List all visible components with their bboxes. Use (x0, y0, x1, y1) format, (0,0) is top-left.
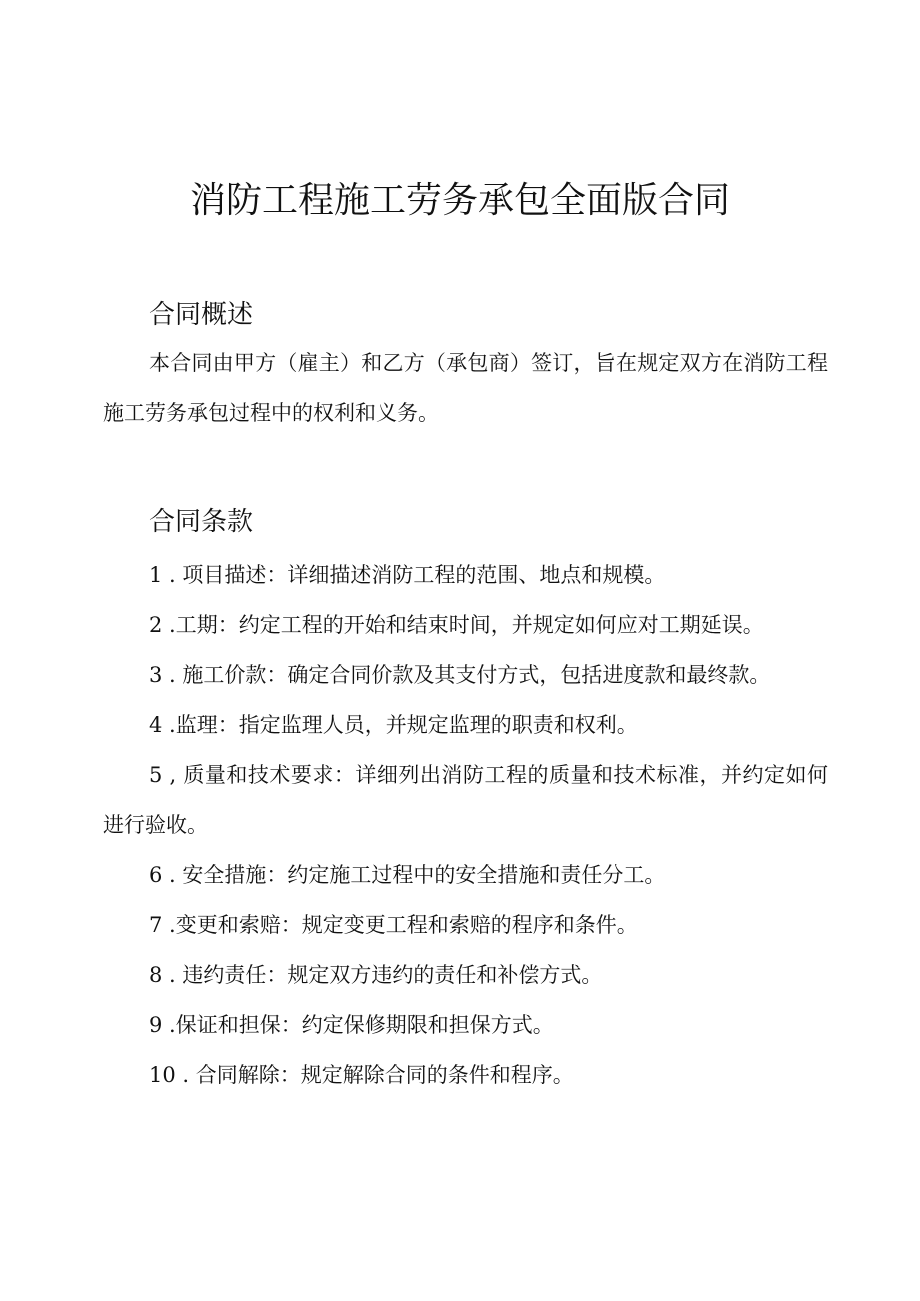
term-item-4: 4 .监理：指定监理人员，并规定监理的职责和权利。 (149, 713, 638, 737)
term-item-3: 3 . 施工价款：确定合同价款及其支付方式，包括进度款和最终款。 (149, 663, 771, 687)
term-item-9: 9 .保证和担保：约定保修期限和担保方式。 (149, 1013, 554, 1037)
overview-paragraph: 本合同由甲方（雇主）和乙方（承包商）签订，旨在规定双方在消防工程施工劳务承包过程中的权利和义务。 (103, 351, 828, 425)
term-item-1: 1 . 项目描述：详细描述消防工程的范围、地点和规模。 (149, 563, 666, 587)
term-item-6: 6 . 安全措施：约定施工过程中的安全措施和责任分工。 (149, 863, 666, 887)
term-item-10: 10 . 合同解除：规定解除合同的条件和程序。 (149, 1063, 574, 1087)
terms-heading: 合同条款 (149, 507, 254, 537)
term-item-5: 5 , 质量和技术要求：详细列出消防工程的质量和技术标准，并约定如何进行验收。 (103, 763, 828, 837)
document-title: 消防工程施工劳务承包全面版合同 (189, 180, 730, 221)
term-item-7: 7 .变更和索赔：规定变更工程和索赔的程序和条件。 (149, 913, 638, 937)
terms-list (103, 550, 843, 1100)
term-item-8: 8 . 违约责任：规定双方违约的责任和补偿方式。 (149, 963, 603, 987)
term-item-2: 2 .工期：约定工程的开始和结束时间，并规定如何应对工期延误。 (149, 613, 764, 637)
overview-heading: 合同概述 (149, 300, 254, 330)
